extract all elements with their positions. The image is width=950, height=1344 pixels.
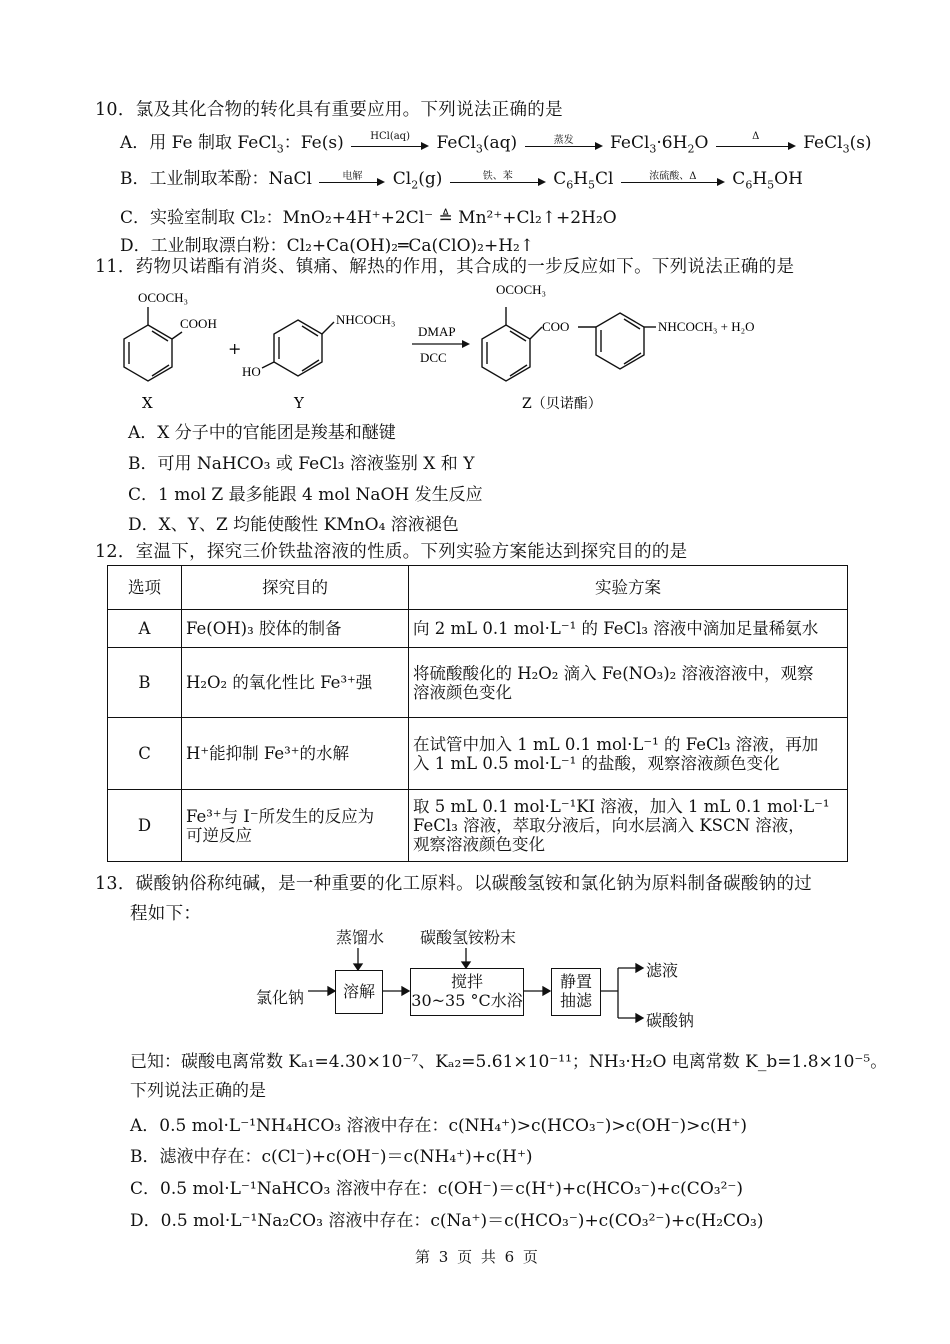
molecule-x	[124, 307, 182, 381]
table-row: D Fe³⁺与 I⁻所发生的反应为 可逆反应 取 5 mL 0.1 mol·L⁻¹KI 溶液，加入 1 mL 0.1 mol·L⁻¹ FeCl₃ 溶液，萃取分液后，向水层滴入 KSCN 溶液， 观察溶液颜色变化	[108, 790, 848, 862]
q13-known-constants: 已知：碳酸电离常数 Kₐ₁=4.30×10⁻⁷、Kₐ₂=5.61×10⁻¹¹；NH₃·H₂O 电离常数 K_b=1.8×10⁻⁵。	[130, 1052, 888, 1072]
x-substituent-right: COOH	[180, 316, 217, 331]
flow-arrows	[300, 940, 650, 1030]
step-filter: 静置 抽滤	[551, 968, 601, 1016]
input-sodium-chloride: 氯化钠	[256, 988, 305, 1007]
reaction-scheme	[100, 280, 800, 415]
label-y: Y	[294, 394, 304, 412]
output-filtrate: 滤液	[646, 961, 679, 980]
reagent-top: DMAP	[418, 324, 456, 339]
q13-stem-line2: 程如下：	[130, 904, 202, 924]
q13-option-c: C．0.5 mol·L⁻¹NaHCO₃ 溶液中存在：c(OH⁻)＝c(H⁺)+c(HCO₃⁻)+c(CO₃²⁻)	[130, 1179, 743, 1199]
q12-stem: 12．室温下，探究三价铁盐溶液的性质。下列实验方案能达到探究目的的是	[95, 542, 688, 562]
table-row: B H₂O₂ 的氧化性比 Fe³⁺强 将硫酸酸化的 H₂O₂ 滴入 Fe(NO₃)₂ 溶液溶液中，观察 溶液颜色变化	[108, 648, 848, 718]
q11-option-d: D．X、Y、Z 均能使酸性 KMnO₄ 溶液褪色	[128, 515, 459, 535]
page-footer: 第 3 页 共 6 页	[415, 1248, 540, 1266]
header-goal: 探究目的	[182, 566, 409, 610]
header-plan: 实验方案	[409, 566, 848, 610]
q10-option-a: A．用 Fe 制取 FeCl$_3$：Fe(s) HCl(aq) FeCl$_3$(aq) 蒸发 $FeCl_3\cdot 6H_2O$ Δ FeCl$_3$(s)	[120, 130, 872, 156]
reaction-arrow: 铁、苯	[450, 169, 546, 191]
q11-stem: 11．药物贝诺酯有消炎、镇痛、解热的作用，其合成的一步反应如下。下列说法正确的是	[95, 257, 795, 277]
x-substituent-top: OCOCH₃	[138, 290, 189, 305]
molecule-y	[262, 320, 334, 376]
q10-stem: 10．氯及其化合物的转化具有重要应用。下列说法正确的是	[95, 100, 563, 120]
q10-option-b: B．工业制取苯酚：NaCl 电解 $Cl_2(g)$ 铁、苯 $C_6H_5Cl$ 浓硫酸、Δ $C_6H_5OH$	[120, 169, 803, 192]
reaction-arrow: 浓硫酸、Δ	[621, 169, 725, 191]
q13-ask: 下列说法正确的是	[130, 1081, 266, 1101]
y-substituent-top: NHCOCH₃	[336, 312, 396, 327]
table-row: A Fe(OH)₃ 胶体的制备 向 2 mL 0.1 mol·L⁻¹ 的 FeCl₃ 溶液中滴加足量稀氨水	[108, 610, 848, 648]
q13-stem-line1: 13．碳酸钠俗称纯碱，是一种重要的化工原料。以碳酸氢铵和氯化钠为原料制备碳酸钠的过	[95, 874, 813, 894]
z-substituent-right: NHCOCH₃ + H₂O	[658, 319, 755, 334]
y-substituent-bottom: HO	[242, 364, 261, 379]
q11-option-a: A．X 分子中的官能团是羧基和醚键	[128, 423, 396, 443]
reagent-bottom: DCC	[420, 350, 447, 365]
header-option: 选项	[108, 566, 182, 610]
q11-option-b: B．可用 NaHCO₃ 或 FeCl₃ 溶液鉴别 X 和 Y	[128, 454, 475, 474]
q13-option-b: B．滤液中存在：c(Cl⁻)+c(OH⁻)＝c(NH₄⁺)+c(H⁺)	[130, 1147, 533, 1167]
input-ammonium-bicarbonate: 碳酸氢铵粉末	[420, 928, 517, 947]
step-stir: 搅拌 30~35 °C水浴	[410, 968, 524, 1016]
z-ester-link: COO	[542, 319, 570, 334]
q10-option-c: C．实验室制取 Cl₂：MnO₂+4H⁺+2Cl⁻ ≜ Mn²⁺+Cl₂↑+2H₂O	[120, 208, 617, 228]
label-z: Z（贝诺酯）	[522, 396, 602, 412]
output-sodium-carbonate: 碳酸钠	[646, 1011, 695, 1030]
input-distilled-water: 蒸馏水	[336, 928, 385, 947]
table-header-row	[108, 566, 848, 610]
z-substituent-top: OCOCH₃	[496, 282, 547, 297]
experiment-table	[107, 565, 848, 862]
reaction-arrow: 蒸发	[525, 133, 603, 155]
reaction-arrow: Δ	[716, 133, 796, 155]
q11-option-c: C．1 mol Z 最多能跟 4 mol NaOH 发生反应	[128, 485, 483, 505]
plus-sign: +	[228, 339, 242, 358]
reaction-arrow: 电解	[319, 169, 385, 191]
table-row: C H⁺能抑制 Fe³⁺的水解 在试管中加入 1 mL 0.1 mol·L⁻¹ 的 FeCl₃ 溶液，再加 入 1 mL 0.5 mol·L⁻¹ 的盐酸，观察溶液颜色变化	[108, 718, 848, 790]
step-dissolve: 溶解	[335, 970, 383, 1014]
q13-option-a: A．0.5 mol·L⁻¹NH₄HCO₃ 溶液中存在：c(NH₄⁺)>c(HCO₃⁻)>c(OH⁻)>c(H⁺)	[130, 1116, 747, 1136]
reaction-arrow: HCl(aq)	[351, 133, 429, 155]
q13-option-d: D．0.5 mol·L⁻¹Na₂CO₃ 溶液中存在：c(Na⁺)＝c(HCO₃⁻)+c(CO₃²⁻)+c(H₂CO₃)	[130, 1211, 764, 1231]
label-x: X	[142, 394, 153, 412]
q10-option-d: D．工业制取漂白粉：Cl₂+Ca(OH)₂═Ca(ClO)₂+H₂↑	[120, 236, 535, 256]
